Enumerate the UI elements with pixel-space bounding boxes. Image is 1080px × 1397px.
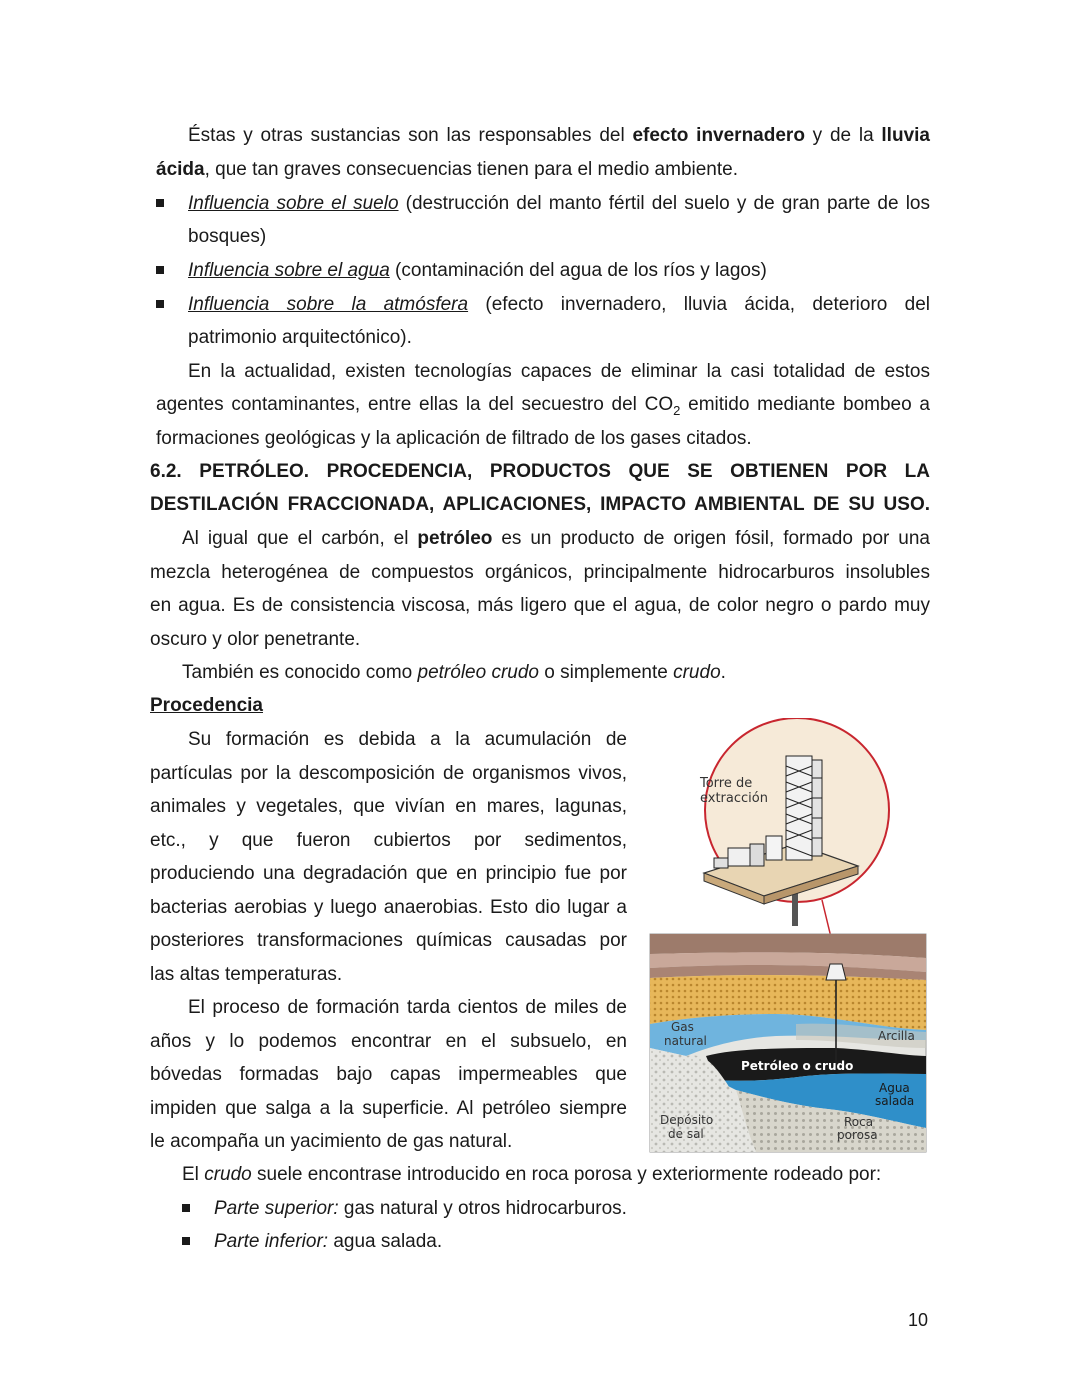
paragraph-line: en agua. Es de consistencia viscosa, más ligero que el agua, de color negro o pardo muy bbox=[150, 595, 930, 616]
paragraph-line: agentes contaminantes, entre ellas la del secuestro del $CO_2$ emitido mediante bombeo a bbox=[156, 394, 930, 418]
bullet-marker bbox=[156, 300, 164, 308]
label-deposito: Depósito bbox=[660, 1113, 714, 1127]
paragraph-line: años y lo podemos encontrar en el subsuelo, en bbox=[150, 1031, 627, 1052]
bullet-marker bbox=[182, 1237, 190, 1245]
bullet-marker bbox=[156, 199, 164, 207]
section-heading: 6.2. PETRÓLEO. PROCEDENCIA, PRODUCTOS QUE SE OBTIENEN POR LA bbox=[150, 461, 930, 482]
paragraph-line: El crudo suele encontrase introducido en roca porosa y exteriormente rodeado por: bbox=[182, 1164, 882, 1185]
paragraph-line: oscuro y olor penetrante. bbox=[150, 629, 361, 650]
list-item: Influencia sobre el suelo (destrucción del manto fértil del suelo y de gran parte de los bbox=[188, 193, 930, 214]
paragraph-line: El proceso de formación tarda cientos de miles de bbox=[188, 997, 627, 1018]
paragraph-line: Su formación es debida a la acumulación de bbox=[188, 729, 627, 750]
paragraph-line: Éstas y otras sustancias son las responsables del efecto invernadero y de la lluvia bbox=[188, 125, 930, 146]
list-item: Influencia sobre la atmósfera (efecto invernadero, lluvia ácida, deterioro del bbox=[188, 294, 930, 315]
paragraph-line: las altas temperaturas. bbox=[150, 964, 343, 985]
label-gas: natural bbox=[664, 1034, 707, 1048]
list-item: Parte superior: gas natural y otros hidrocarburos. bbox=[214, 1198, 627, 1219]
list-item-continuation: patrimonio arquitectónico). bbox=[188, 327, 412, 348]
list-item-continuation: bosques) bbox=[188, 226, 267, 247]
paragraph-line: Al igual que el carbón, el petróleo es un producto de origen fósil, formado por una bbox=[182, 528, 930, 549]
label-roca: porosa bbox=[837, 1128, 878, 1142]
paragraph-line: le acompaña un yacimiento de gas natural. bbox=[150, 1131, 513, 1152]
label-torre: extracción bbox=[700, 791, 768, 806]
paragraph-line: partículas por la descomposición de organismos vivos, bbox=[150, 763, 627, 784]
paragraph-line: bóvedas formadas bajo capas impermeables que bbox=[150, 1064, 627, 1085]
label-arcilla: Arcilla bbox=[878, 1029, 915, 1043]
oil-deposit-figure bbox=[646, 718, 930, 1154]
label-roca: Roca bbox=[844, 1115, 874, 1129]
label-torre: Torre de bbox=[700, 776, 753, 791]
page-number: 10 bbox=[908, 1310, 929, 1330]
paragraph-line: etc., y que fueron cubiertos por sedimentos, bbox=[150, 830, 627, 851]
paragraph-line: animales y vegetales, que vivían en mares, lagunas, bbox=[150, 796, 627, 817]
label-petroleo: Petróleo o crudo bbox=[741, 1059, 854, 1073]
paragraph-line: formaciones geológicas y la aplicación de filtrado de los gases citados. bbox=[156, 428, 752, 449]
label-agua: salada bbox=[875, 1094, 915, 1108]
paragraph-line: ácida, que tan graves consecuencias tienen para el medio ambiente. bbox=[156, 159, 738, 180]
paragraph-line: También es conocido como petróleo crudo o simplemente crudo. bbox=[182, 662, 726, 683]
bullet-marker bbox=[182, 1204, 190, 1212]
paragraph-line: bacterias aerobias y luego anaerobias. Esto dio lugar a bbox=[150, 897, 627, 918]
paragraph-line: produciendo una degradación que en principio fue por bbox=[150, 863, 627, 884]
paragraph-line: mezcla heterogénea de compuestos orgánicos, principalmente hidrocarburos insolubles bbox=[150, 562, 930, 583]
label-deposito: de sal bbox=[668, 1127, 704, 1141]
list-item: Influencia sobre el agua (contaminación del agua de los ríos y lagos) bbox=[188, 260, 767, 281]
bullet-marker bbox=[156, 266, 164, 274]
derrick-tower-icon bbox=[786, 756, 822, 860]
paragraph-line: En la actualidad, existen tecnologías capaces de eliminar la casi totalidad de estos bbox=[188, 361, 930, 382]
section-heading: DESTILACIÓN FRACCIONADA, APLICACIONES, IMPACTO AMBIENTAL DE SU USO. bbox=[150, 494, 930, 515]
paragraph-line: posteriores transformaciones químicas causadas por bbox=[150, 930, 627, 951]
list-item: Parte inferior: agua salada. bbox=[214, 1231, 443, 1252]
paragraph-line: impiden que salga a la superficie. Al petróleo siempre bbox=[150, 1098, 627, 1119]
label-gas: Gas bbox=[671, 1020, 694, 1034]
subheading: Procedencia bbox=[150, 695, 263, 716]
label-agua: Agua bbox=[879, 1081, 910, 1095]
